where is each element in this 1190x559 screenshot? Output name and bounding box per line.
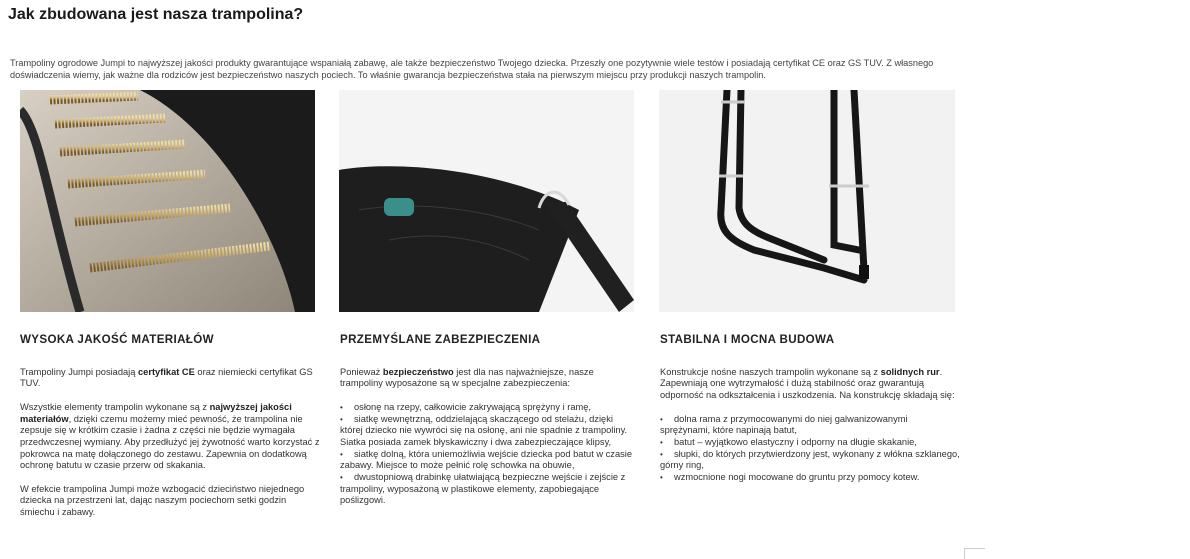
intro-text: Trampoliny ogrodowe Jumpi to najwyższej jakości produkty gwarantujące wspaniałą zabawę, ale także bezpieczeństwo Twojego dziecka. Przeszły one pozytywnie wiele testów i posiadają certyfikat CE oraz GS TUV. Z własnego doświadczenia wiemy, jak ważne dla rodziców jest bezpieczeństwo naszych pociech. To właśnie gwarancja bezpieczeństwa stała na pierwszym miejscu przy produkcji naszych trampolin. [10,58,934,80]
column-paragraph [20,402,320,472]
list-item: • siatkę dolną, która uniemożliwia wejście dziecka pod batut w czasie zabawy. Miejsce to może pełnić rolę schowka na obuwie, [340,449,636,472]
corner-divider [964,548,985,559]
text-run: . Zapewniają one wytrzymałość i dużą stabilność oraz gwarantują odporność na odkształcenia i uszkodzenia. Na konstrukcję składają się: [660,366,955,401]
text-run: jest dla nas najważniejsze, nasze trampoliny wyposażone są w specjalne zabezpieczenia: [340,366,594,389]
text-run: Ponieważ [340,366,383,377]
text-strong: solidnych rur [880,366,940,377]
text-run: oraz niemiecki certyfikat GS TUV. [20,366,313,389]
column-safety [340,334,636,507]
legs-image [659,90,955,312]
text-run: , dzięki czemu możemy mieć pewność, że trampolina nie zepsuje się w krótkim czasie i żadna z części nie będzie wymagała przedwczesnej wymiany. Aby przedłużyć jej żywotność warto korzystać z pokrowca na matę dołączonego do zestawu. Zapewnia on dodatkową ochronę batutu w czasie przerw od skakania. [20,413,320,471]
safety-net-icon [339,90,634,312]
list-item: • dolna rama z przymocowanymi do niej galwanizowanymi sprężynami, które napinają batut, [660,414,960,437]
list-item: • dwustopniową drabinkę ułatwiającą bezpieczne wejście i zejście z trampoliny, wyposażoną w plastikowe elementy, zapobiegające poślizgowi. [340,472,636,507]
safety-net-image [339,90,634,312]
list-item: • osłonę na rzepy, całkowicie zakrywającą sprężyny i ramę, [340,402,636,414]
column-paragraph [20,367,320,390]
column-construction [660,334,960,484]
column-paragraph [340,367,636,390]
column-heading: PRZEMYŚLANE ZABEZPIECZENIA [340,333,541,346]
list-item: • siatkę wewnętrzną, oddzielającą skaczącego od stelażu, dzięki której dziecko nie wywróci się na osłonę, ani nie spadnie z trampoliny. Siatka posiada zamek błyskawiczny i dwa zabezpieczające klipsy, [340,414,636,449]
text-run: Konstrukcje nośne naszych trampolin wykonane są z [660,366,881,377]
column-paragraph: W efekcie trampolina Jumpi może wzbogacić dzieciństwo niejednego dziecka na przestrzeni lat, dając naszym pociechom setki godzin śmiechu i zabawy. [20,483,305,518]
list-item: • batut – wyjątkowo elastyczny i odporny na długie skakanie, [660,437,960,449]
text-strong: bezpieczeństwo [382,366,454,377]
text-strong: najwyższej jakości materiałów [20,401,292,424]
column-heading: STABILNA I MOCNA BUDOWA [660,333,835,346]
text-run: Wszystkie elementy trampolin wykonane są z [20,401,210,412]
text-strong: certyfikat CE [138,366,195,377]
feature-list [660,414,960,484]
column-heading: WYSOKA JAKOŚĆ MATERIAŁÓW [20,333,214,346]
column-materials [20,334,320,531]
trampoline-springs-icon [20,90,315,312]
feature-list [340,402,636,507]
column-paragraph [660,367,960,402]
text-run: Trampoliny Jumpi posiadają [20,366,138,377]
springs-image [20,90,315,312]
list-item: • wzmocnione nogi mocowane do gruntu przy pomocy kotew. [660,472,960,484]
page-title: Jak zbudowana jest nasza trampolina? [8,6,304,23]
list-item: • słupki, do których przytwierdzony jest, wykonany z włókna szklanego, górny ring, [660,449,960,472]
trampoline-legs-icon [659,90,955,312]
